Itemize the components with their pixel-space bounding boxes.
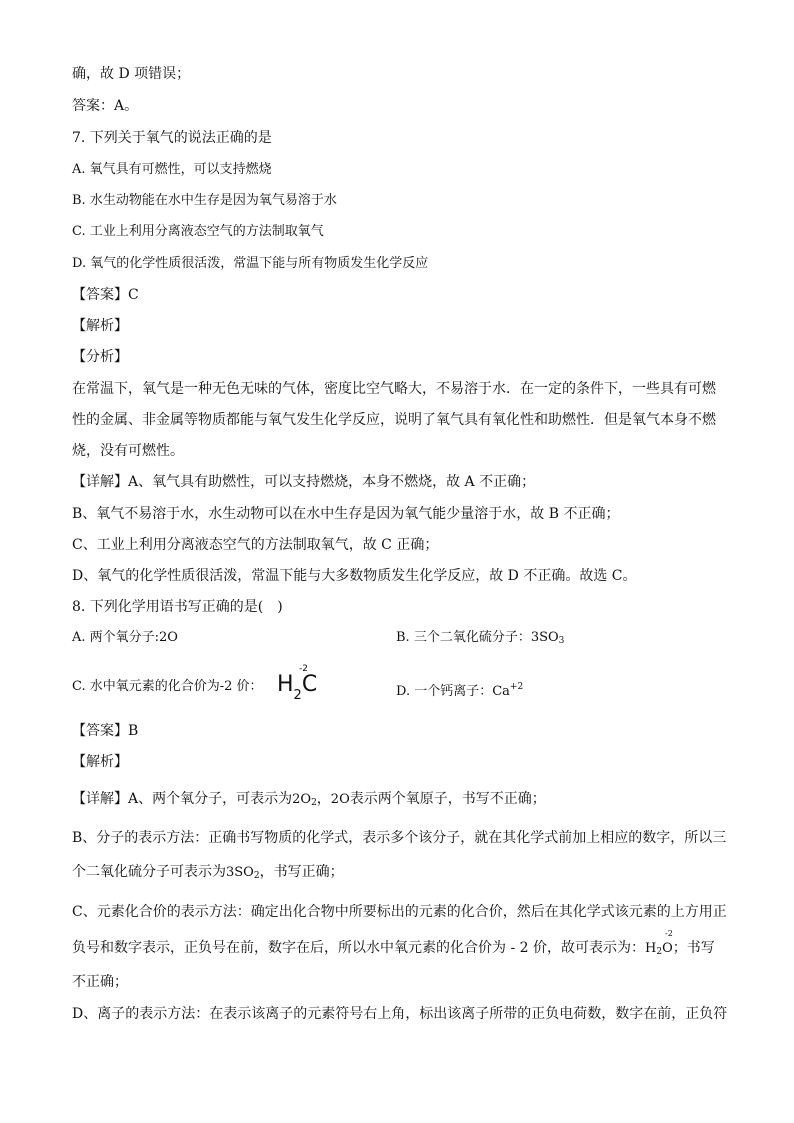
superscript: +2 xyxy=(509,682,524,692)
subscript: 2 xyxy=(656,947,663,957)
q7-fenxi-heading: 【分析】 xyxy=(72,349,128,365)
formula: 2O xyxy=(292,792,312,807)
formula-body xyxy=(277,672,317,701)
detail-text: 个二氧化硫分子可表示为 xyxy=(72,864,226,880)
q7-option-a: A. 氧气具有可燃性，可以支持燃烧 xyxy=(72,162,272,177)
answer-line: 答案：A。 xyxy=(72,98,139,114)
subscript: 2 xyxy=(253,871,260,881)
q7-jiexi-heading: 【解析】 xyxy=(72,318,128,334)
q7-option-b: B. 水生动物能在水中生存是因为氧气易溶于水 xyxy=(72,193,337,208)
formula: 2O xyxy=(330,792,350,807)
q8-detail-b-line-2 xyxy=(72,862,344,886)
q8-option-c-formula xyxy=(277,664,321,704)
detail-text: 表示两个氧原子，书写不正确； xyxy=(349,791,546,807)
q7-option-c: C. 工业上利用分离液态空气的方法制取氧气 xyxy=(72,224,324,239)
question-8: 8. 下列化学用语书写正确的是( ) xyxy=(72,599,283,615)
detail-text: ， xyxy=(316,791,331,807)
inline-formula xyxy=(645,929,673,962)
text-line: 确，故 D 项错误； xyxy=(72,66,191,82)
q8-answer: 【答案】B xyxy=(72,723,139,739)
formula-o: O xyxy=(662,941,673,956)
detail-text: ，书写正确； xyxy=(259,864,344,880)
detail-text: 负号和数字表示，正负号在前，数字在后，所以水中氧元素的化合价为 - 2 价，故可表示为： xyxy=(72,940,645,956)
formula-h: H xyxy=(277,672,294,697)
q8-detail-c-line-2 xyxy=(72,929,715,962)
q7-detail-b: B、氧气不易溶于水，水生动物可以在水中生存是因为氧气能少量溶于水，故 B 不正确； xyxy=(72,506,620,522)
detail-text: 【详解】A、两个氧分子，可表示为 xyxy=(72,791,293,807)
formula-h: H xyxy=(645,941,657,956)
formula-subscript: 2 xyxy=(293,688,302,703)
q7-analysis-line-1: 在常温下，氧气是一种无色无味的气体，密度比空气略大，不易溶于水．在一定的条件下，一些具有可燃 xyxy=(72,381,716,397)
q7-analysis-line-3: 烧，没有可燃性。 xyxy=(72,443,184,459)
q8-detail-c-line-1: C、元素化合价的表示方法：确定出化合物中所要标出的元素的化合价，然后在其化学式该元素的上方用正 xyxy=(72,904,727,920)
q8-option-b-text: B. 三个二氧化硫分子：3SO xyxy=(396,630,559,645)
q8-option-d xyxy=(396,677,523,702)
q8-detail-b-line-1: B、分子的表示方法：正确书写物质的化学式，表示多个该分子，就在其化学式前加上相应的数字，所以三 xyxy=(72,830,727,846)
q8-option-b xyxy=(396,628,564,651)
q7-detail-c: C、工业上利用分离液态空气的方法制取氧气，故 C 正确； xyxy=(72,537,439,553)
q7-detail-d: D、氧气的化学性质很活泼，常温下能与大多数物质发生化学反应，故 D 不正确。故选 C。 xyxy=(72,568,637,584)
valence-mark: -2 xyxy=(299,664,308,674)
detail-text: ；书写 xyxy=(672,940,715,956)
q8-option-d-text: D. 一个钙离子：Ca xyxy=(396,684,510,699)
q7-detail-a: 【详解】A、氧气具有助燃性，可以支持燃烧，本身不燃烧，故 A 不正确； xyxy=(72,474,536,490)
formula-element: C xyxy=(301,672,318,697)
subscript: 3 xyxy=(558,636,565,646)
q8-option-a: A. 两个氧分子:2O xyxy=(72,630,178,645)
question-7: 7. 下列关于氧气的说法正确的是 xyxy=(72,130,272,146)
q7-analysis-line-2: 性的金属、非金属等物质都能与氧气发生化学反应，说明了氧气具有氧化性和助燃性．但是氧气本身不燃 xyxy=(72,412,716,428)
q8-option-c: C. 水中氧元素的化合价为-2 价： xyxy=(72,679,263,694)
q8-jiexi-heading: 【解析】 xyxy=(72,754,128,770)
q8-detail-a xyxy=(72,789,546,813)
q8-detail-d: D、离子的表示方法：在表示该离子的元素符号右上角，标出该离子所带的正负电荷数，数字在前，正负符 xyxy=(72,1006,728,1022)
q7-option-d: D. 氧气的化学性质很活泼，常温下能与所有物质发生化学反应 xyxy=(72,256,429,271)
q7-answer: 【答案】C xyxy=(72,287,139,303)
subscript: 2 xyxy=(311,798,317,808)
q8-detail-c-line-3: 不正确； xyxy=(72,974,128,990)
valence-mark: -2 xyxy=(665,929,673,938)
formula: 3SO xyxy=(226,865,254,880)
